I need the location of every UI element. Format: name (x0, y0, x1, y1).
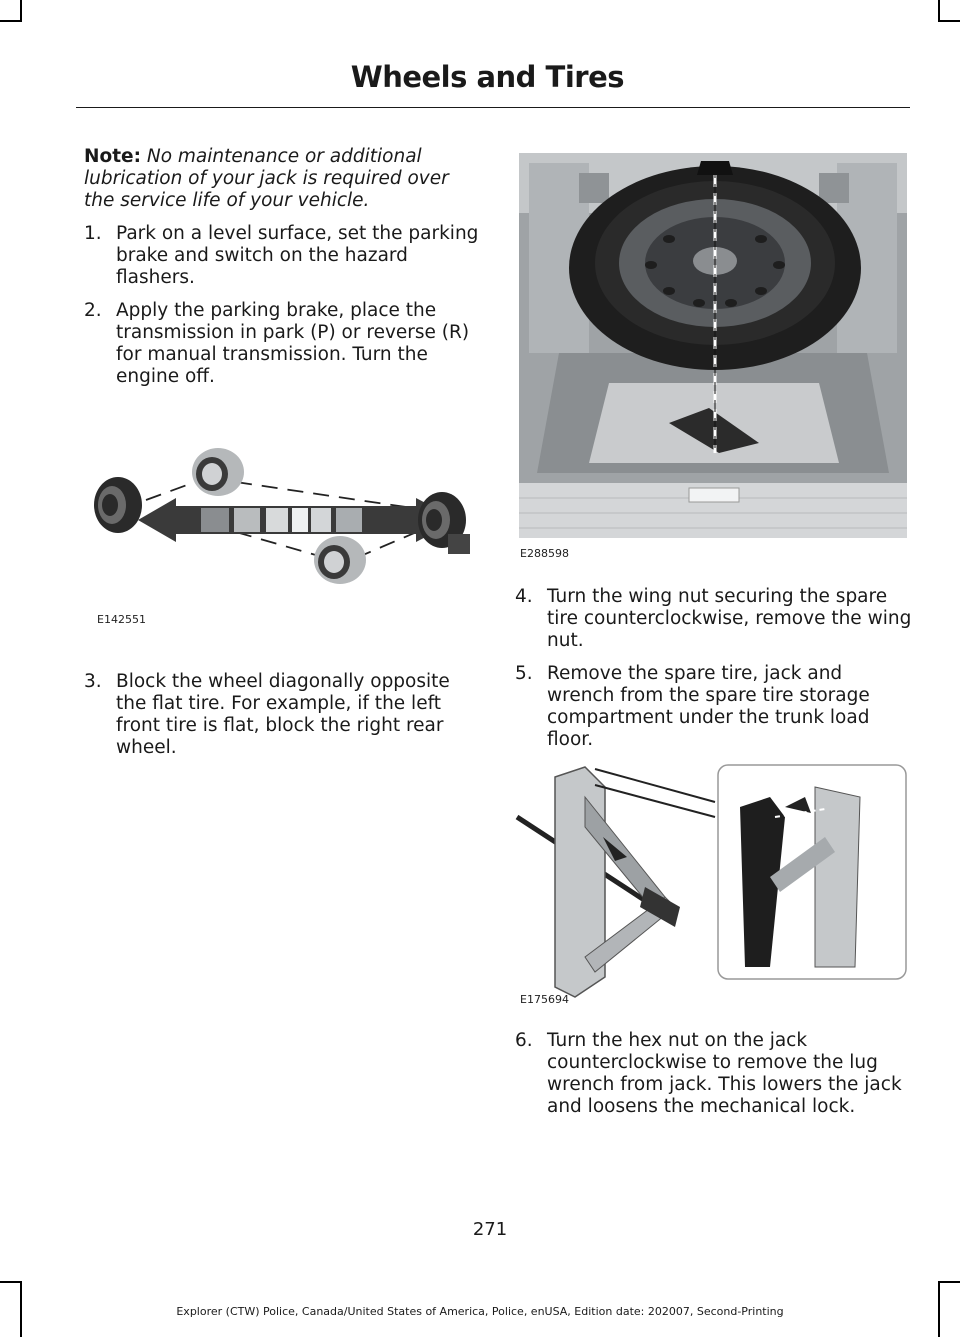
step-1 (84, 223, 480, 289)
note-text: No maintenance or additional lubrication of your jack is required over the service life of your vehicle. (84, 146, 449, 211)
wheel-block-illustration (86, 440, 476, 600)
step-text: Park on a level surface, set the parking brake and switch on the hazard flashers. (116, 223, 479, 288)
step-text: Remove the spare tire, jack and wrench from the spare tire storage compartment under the trunk load floor. (547, 663, 870, 750)
crop-mark (940, 20, 960, 22)
figure-code: E142551 (97, 613, 146, 626)
step-6 (515, 1030, 913, 1118)
figure-code: E175694 (520, 993, 569, 1006)
figure-code: E288598 (520, 547, 569, 560)
step-4 (515, 586, 913, 652)
note-label: Note: (84, 146, 141, 167)
step-text: Turn the wing nut securing the spare tire counterclockwise, remove the wing nut. (547, 586, 912, 651)
right-column-continued (515, 1030, 913, 1129)
step-text: Apply the parking brake, place the transmission in park (P) or reverse (R) for manual transmission. Turn the engine off. (116, 300, 470, 387)
left-column-continued (84, 671, 480, 770)
left-column (84, 146, 480, 399)
step-number: 1. (84, 223, 102, 244)
step-text: Block the wheel diagonally opposite the flat tire. For example, if the left front tire is flat, block the right rear wheel. (116, 671, 450, 758)
step-text: Turn the hex nut on the jack counterclockwise to remove the lug wrench from jack. This lowers the jack and loosens the mechanical lock. (547, 1030, 902, 1117)
step-number: 2. (84, 300, 102, 321)
crop-mark (20, 0, 22, 22)
page-number: 271 (472, 1219, 508, 1240)
step-5 (515, 663, 913, 751)
crop-mark (938, 0, 940, 22)
crop-mark (940, 1281, 960, 1283)
step-number: 3. (84, 671, 102, 692)
step-number: 5. (515, 663, 533, 684)
jack-illustration (515, 757, 910, 1007)
step-2 (84, 300, 480, 388)
step-3 (84, 671, 480, 759)
step-number: 4. (515, 586, 533, 607)
footer: Explorer (CTW) Police, Canada/United States of America, Police, enUSA, Edition date: 202007, Second-Printing (176, 1305, 784, 1318)
step-number: 6. (515, 1030, 533, 1051)
right-column (515, 586, 913, 762)
page-title: Wheels and Tires (350, 60, 624, 94)
crop-mark (0, 1281, 20, 1283)
crop-mark (0, 20, 20, 22)
spare-tire-trunk-illustration (519, 153, 907, 538)
header-rule (76, 107, 910, 108)
note (84, 146, 480, 212)
